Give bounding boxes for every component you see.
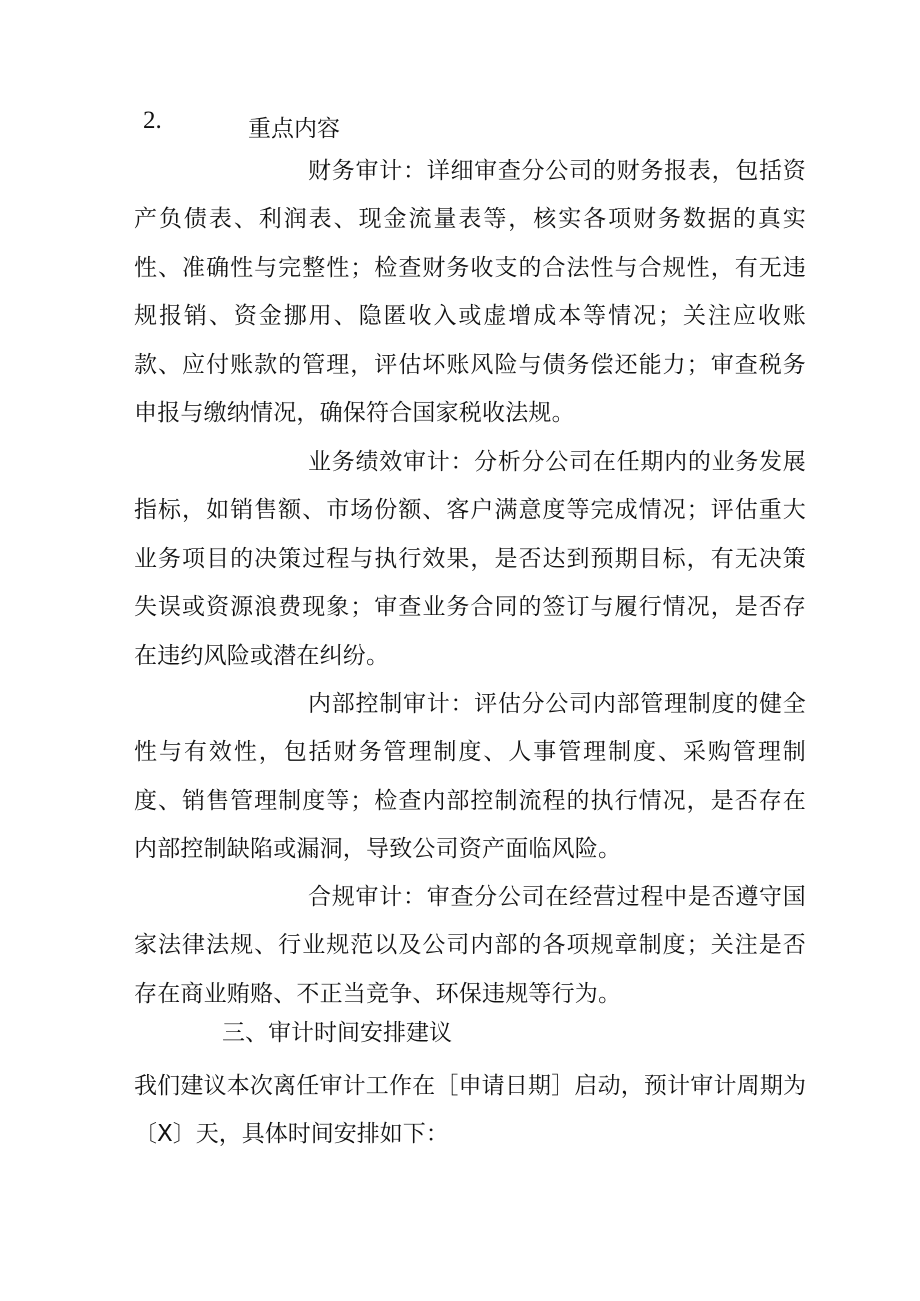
- paragraph-financial-audit: 财务审计：详细审查分公司的财务报表，包括资产负债表、利润表、现金流量表等，核实各项财务数据的真实性、准确性与完整性；检查财务收支的合法性与合规性，有无违规报销、资金挪用、隐匿收入或虚增成本等情况；关注应收账款、应付账款的管理，评估坏账风险与债务偿还能力；审查税务申报与缴纳情况，确保符合国家税收法规。: [134, 158, 806, 427]
- section-number: 2.: [143, 107, 162, 134]
- section-title: 重点内容: [248, 116, 340, 142]
- paragraph-performance-audit: 业务绩效审计：分析分公司在任期内的业务发展指标，如销售额、市场份额、客户满意度等完成情况；评估重大业务项目的决策过程与执行效果，是否达到预期目标，有无决策失误或资源浪费现象；审查业务合同的签订与履行情况，是否存在违约风险或潜在纠纷。: [134, 449, 806, 669]
- paragraph-schedule: 我们建议本次离任审计工作在［申请日期］启动，预计审计周期为〔X〕天，具体时间安排如下：: [134, 1073, 806, 1148]
- heading-schedule: 三、审计时间安排建议: [222, 1020, 452, 1046]
- paragraph-compliance-audit: 合规审计：审查分公司在经营过程中是否遵守国家法律法规、行业规范以及公司内部的各项规章制度；关注是否存在商业贿赂、不正当竞争、环保违规等行为。: [134, 884, 806, 1007]
- paragraph-internal-control-audit: 内部控制审计：评估分公司内部管理制度的健全性与有效性，包括财务管理制度、人事管理制度、采购管理制度、销售管理制度等；检查内部控制流程的执行情况，是否存在内部控制缺陷或漏洞，导致公司资产面临风险。: [134, 691, 806, 863]
